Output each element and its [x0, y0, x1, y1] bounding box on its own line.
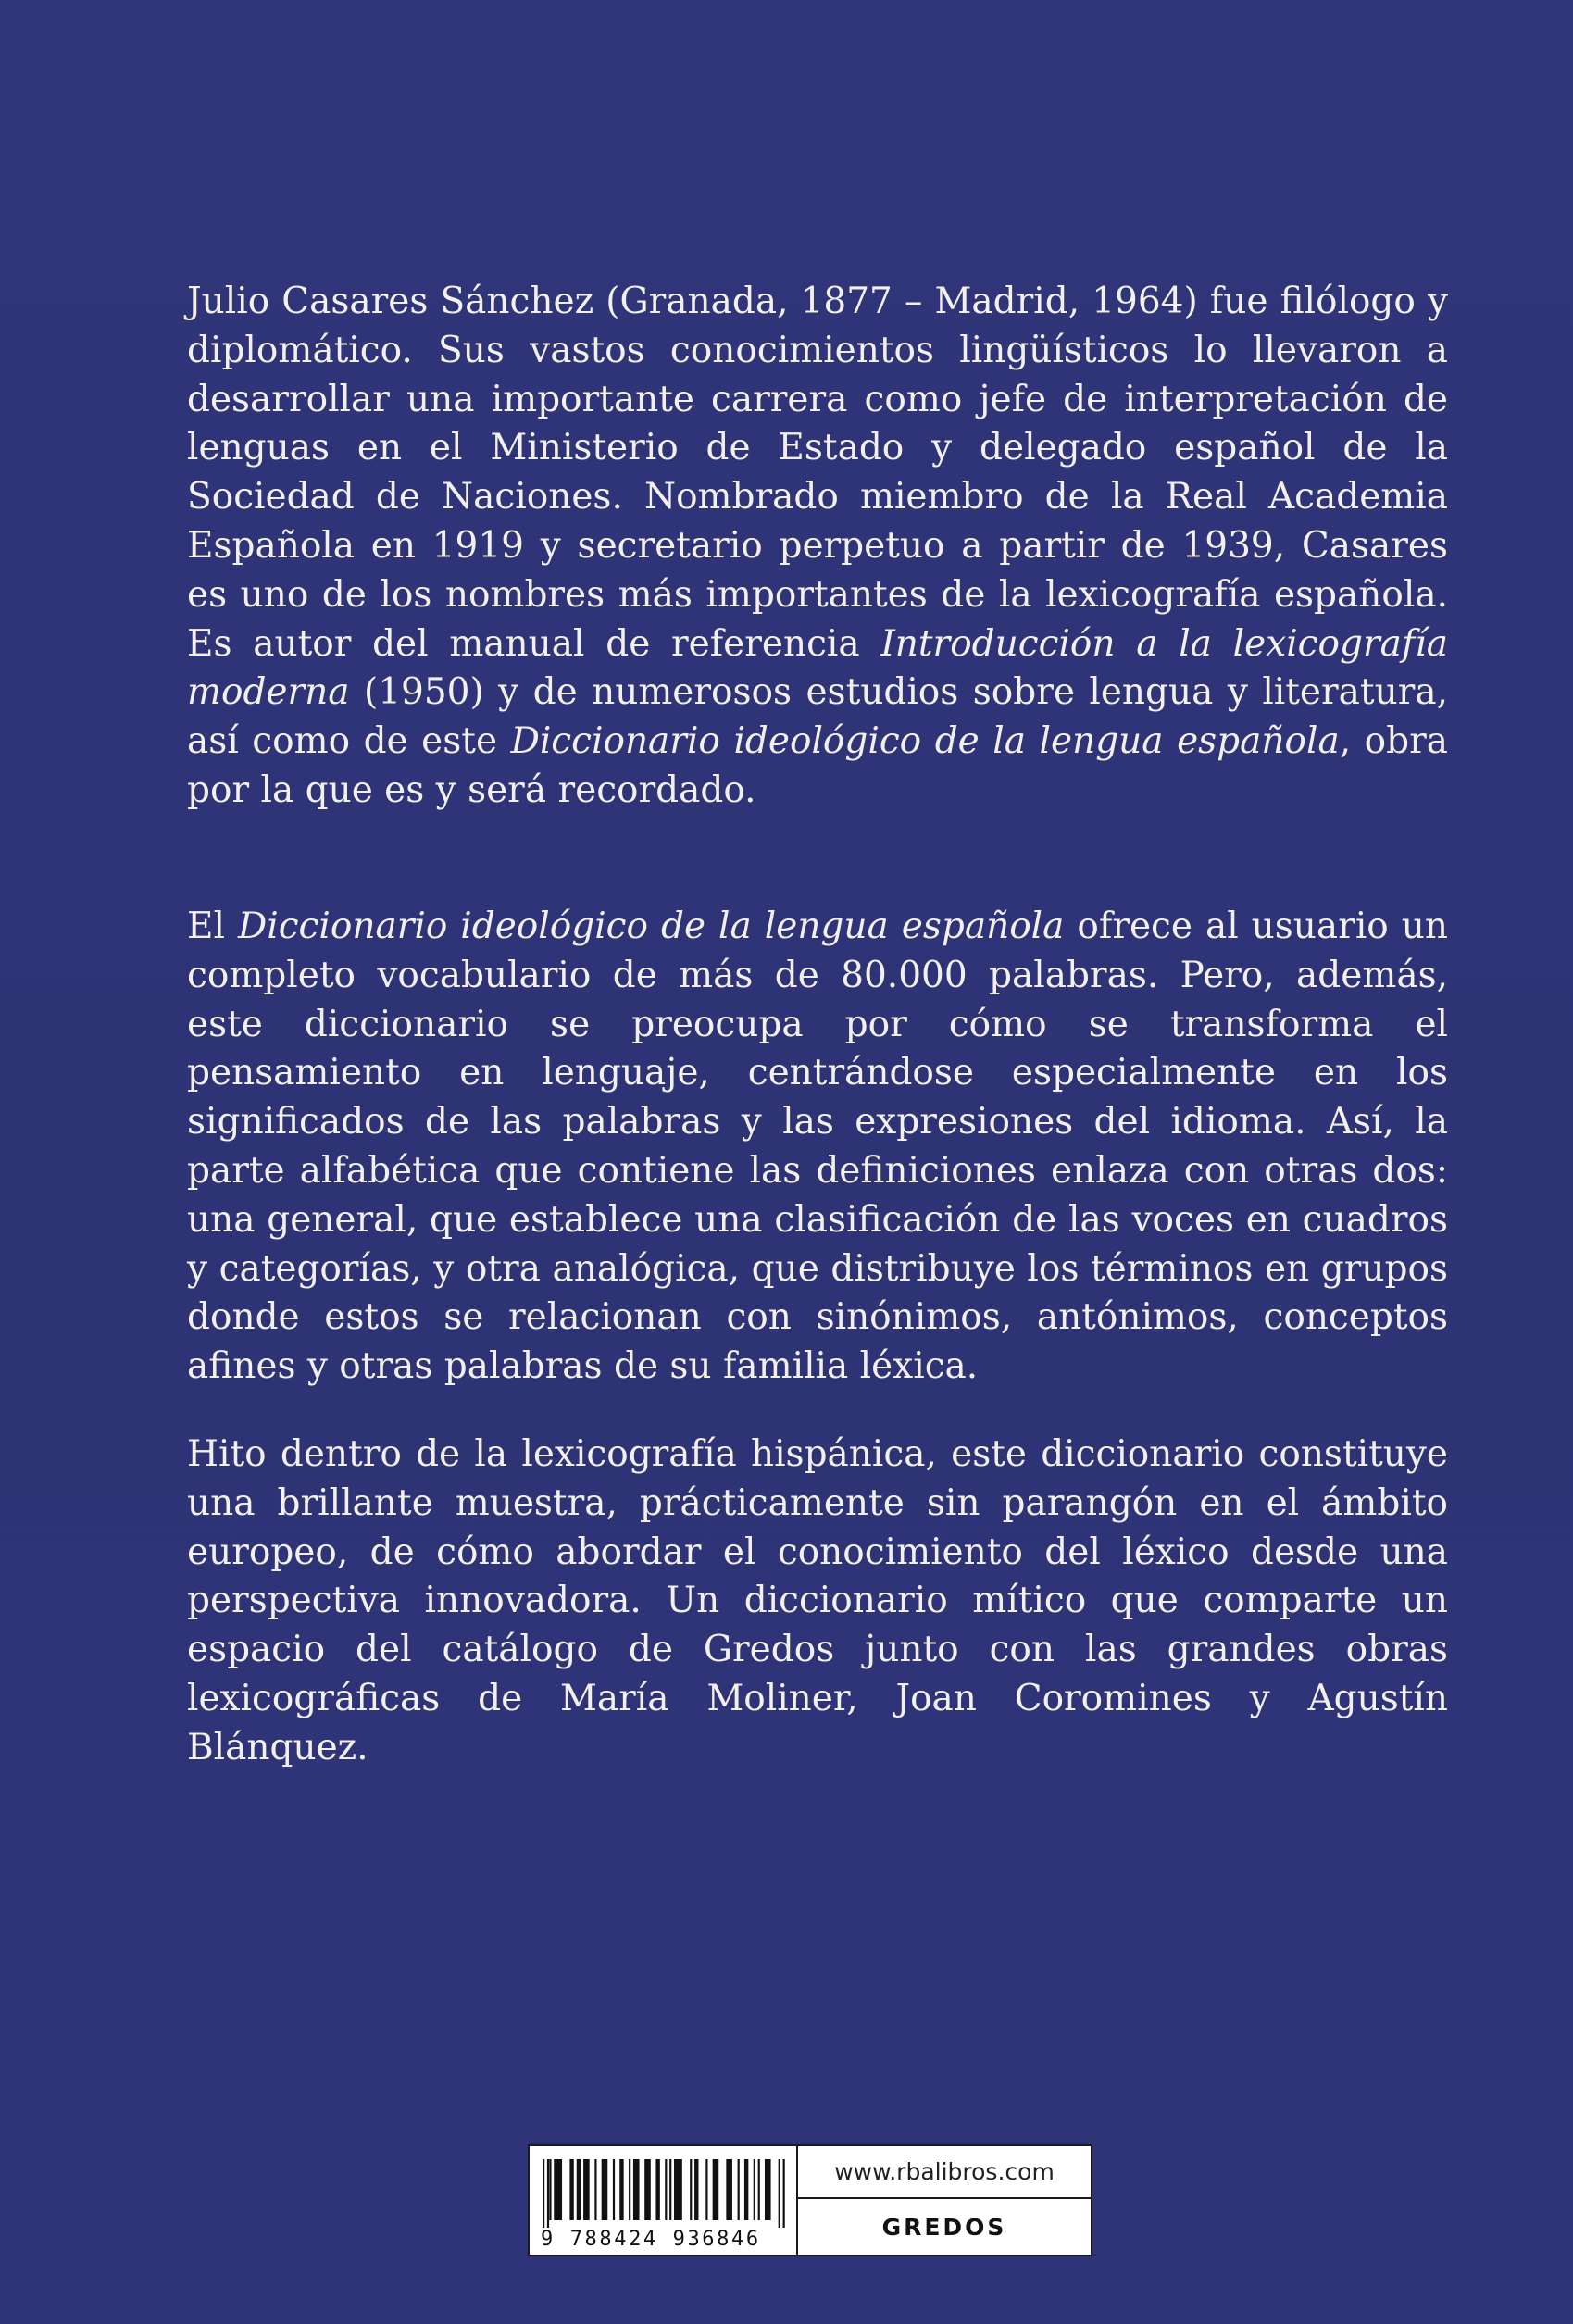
description-paragraph-1: El Diccionario ideológico de la lengua española ofrece al usuario un completo vocabulario de más de 80.000 palabras. Pero, además, este diccionario se preocupa por cómo se transforma el pensamiento en lenguaje, centrándose especialmente en los significados de las palabras y las expresiones del idioma. Así, la parte alfabética que contiene las definiciones enlaza con otras dos: una general, que establece una clasificación de las voces en cuadros y categorías, y otra analógica, que distribuye los términos en grupos donde estos se relacionan con sinónimos, antónimos, conceptos afines y otras palabras de su familia léxica.	[187, 906, 1449, 1388]
description-paragraph-2: Hito dentro de la lexicografía hispánica, este diccionario constituye una brillante muestra, prácticamente sin parangón en el ámbito europeo, de cómo abordar el conocimiento del léxico desde una perspectiva innovadora. Un diccionario mítico que comparte un espacio del catálogo de Gredos junto con las grandes obras lexicográficas de María Moliner, Joan Coromines y Agustín Blánquez.	[187, 1433, 1448, 1768]
isbn-number: 9 788424 936846	[541, 2228, 761, 2251]
isbn-barcode	[530, 2146, 798, 2255]
publisher-name: GREDOS	[881, 2213, 1007, 2241]
book-title-diccionario: Diccionario ideológico de la lengua española	[237, 906, 1065, 947]
publisher-url[interactable]: www.rbalibros.com	[798, 2146, 1091, 2199]
author-bio-paragraph: Julio Casares Sánchez (Granada, 1877 – Madrid, 1964) fue filólogo y diplomático. Sus vastos conocimientos lingüísticos lo llevaron a desarrollar una importante carrera como jefe de interpretación de lenguas en el Ministerio de Estado y delegado español de la Sociedad de Naciones. Nombrado miembro de la Real Academia Española en 1919 y secretario perpetuo a partir de 1939, Casares es uno de los nombres más importantes de la lexicografía española. Es autor del manual de referencia Introducción a la lexicografía moderna (1950) y de numerosos estudios sobre lengua y literatura, así como de este Diccionario ideológico de la lengua española, obra por la que es y será recordado.	[187, 281, 1449, 811]
barcode-bars-icon	[543, 2159, 785, 2228]
barcode-label	[528, 2144, 1092, 2256]
book-title-diccionario: Diccionario ideológico de la lengua española	[510, 720, 1340, 763]
author-bio	[187, 278, 1448, 816]
publisher-info	[798, 2146, 1091, 2255]
book-title-introduccion: Introducción a la lexicografía moderna	[187, 622, 1449, 714]
